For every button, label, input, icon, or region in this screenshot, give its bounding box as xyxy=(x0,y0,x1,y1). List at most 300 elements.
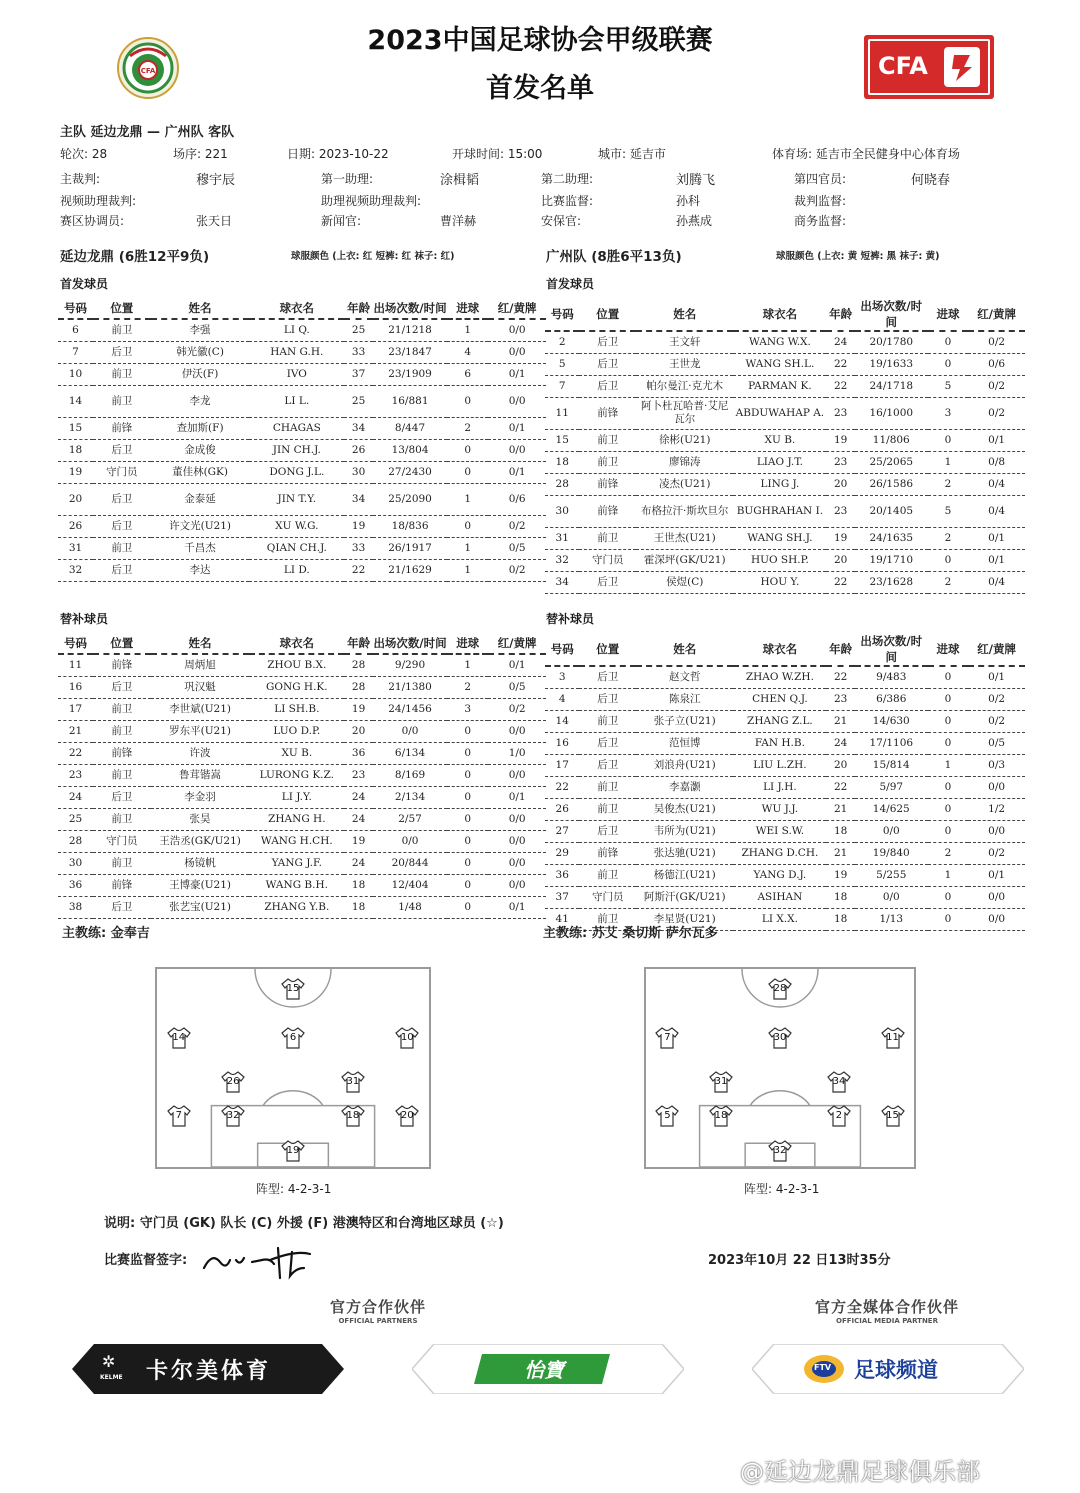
cell-age: 21 xyxy=(826,710,854,732)
cell-position: 前卫 xyxy=(93,720,151,742)
column-header-cards: 红/黄牌 xyxy=(968,298,1025,331)
fourth-official-label: 第四官员: xyxy=(794,172,847,186)
cell-apps: 20/1405 xyxy=(855,495,928,527)
cell-cards: 0/0 xyxy=(488,341,546,363)
cell-position: 前卫 xyxy=(93,764,151,786)
cell-number: 20 xyxy=(58,483,93,515)
cell-number: 7 xyxy=(545,375,579,397)
player-jersey-icon xyxy=(881,1104,905,1128)
cell-name: 王世杰(U21) xyxy=(636,527,733,549)
cell-position: 后卫 xyxy=(93,483,151,515)
cell-goals: 6 xyxy=(447,363,488,385)
player-jersey-icon xyxy=(281,1139,305,1163)
cell-cards: 0/1 xyxy=(968,429,1025,451)
cell-age: 22 xyxy=(826,375,854,397)
cbest-name: 怡寶 xyxy=(524,1358,564,1382)
cell-number: 16 xyxy=(58,676,93,698)
cell-shirt-name: CHEN Q.J. xyxy=(733,688,826,710)
jersey-number: 18 xyxy=(346,1109,360,1121)
column-header-number: 号码 xyxy=(58,633,93,654)
cell-name: 凌杰(U21) xyxy=(636,473,733,495)
cell-apps: 8/169 xyxy=(373,764,447,786)
cell-name: 赵文哲 xyxy=(636,666,733,688)
cell-goals: 2 xyxy=(928,842,969,864)
cell-number: 26 xyxy=(58,515,93,537)
cell-age: 19 xyxy=(826,429,854,451)
cell-apps: 15/814 xyxy=(855,754,928,776)
cell-cards: 0/0 xyxy=(488,830,546,852)
cell-apps: 24/1718 xyxy=(855,375,928,397)
cell-position: 后卫 xyxy=(93,786,151,808)
cell-name: 布格拉汗·斯坎旦尔 xyxy=(636,495,733,527)
ar1: 涂楫韬 xyxy=(440,173,480,188)
cell-number: 17 xyxy=(58,698,93,720)
cell-goals: 0 xyxy=(447,439,488,461)
cell-goals: 1 xyxy=(928,864,969,886)
cell-goals: 0 xyxy=(447,720,488,742)
cell-number: 16 xyxy=(545,732,579,754)
cell-shirt-name: YANG J.F. xyxy=(249,852,344,874)
press-officer: 曹洋赫 xyxy=(440,214,477,228)
cell-goals: 1 xyxy=(928,451,969,473)
cell-number: 23 xyxy=(58,764,93,786)
cell-age: 18 xyxy=(826,820,854,842)
official-partners-heading xyxy=(307,1296,449,1325)
cell-name: 韩光徽(C) xyxy=(151,341,250,363)
column-header-position: 位置 xyxy=(93,298,151,319)
cell-cards: 0/2 xyxy=(968,397,1025,429)
jersey-number: 14 xyxy=(172,1032,186,1044)
table-row xyxy=(545,571,1025,593)
table-row xyxy=(545,375,1025,397)
column-header-apps: 出场次数/时间 xyxy=(855,633,928,666)
cell-position: 后卫 xyxy=(93,896,151,918)
cell-shirt-name: JIN CH.J. xyxy=(249,439,344,461)
cell-shirt-name: GONG H.K. xyxy=(249,676,344,698)
cell-name: 韦所为(U21) xyxy=(636,820,733,842)
cell-name: 徐彬(U21) xyxy=(636,429,733,451)
media-partner-en: OFFICIAL MEDIA PARTNER xyxy=(836,1317,938,1325)
cell-shirt-name: LI X.X. xyxy=(733,908,826,930)
cell-number: 22 xyxy=(545,776,579,798)
cell-shirt-name: BUGHRAHAN I. xyxy=(733,495,826,527)
cell-cards: 0/2 xyxy=(968,842,1025,864)
cell-name: 李达 xyxy=(151,559,250,581)
cell-cards: 0/1 xyxy=(968,666,1025,688)
cell-apps: 20/844 xyxy=(373,852,447,874)
cell-name: 王文轩 xyxy=(636,331,733,353)
table-row xyxy=(58,676,546,698)
cell-shirt-name: ZHAO W.ZH. xyxy=(733,666,826,688)
player-jersey-icon xyxy=(341,1104,365,1128)
cell-goals: 3 xyxy=(928,397,969,429)
cell-name: 陈泉江 xyxy=(636,688,733,710)
cell-age: 19 xyxy=(344,515,373,537)
cell-position: 前锋 xyxy=(93,654,151,676)
cell-age: 25 xyxy=(344,319,373,341)
cell-goals: 0 xyxy=(447,830,488,852)
cell-position: 守门员 xyxy=(579,549,636,571)
cell-goals: 0 xyxy=(928,353,969,375)
cell-cards: 0/3 xyxy=(968,754,1025,776)
match-date: 日期: 2023-10-22 xyxy=(287,147,389,161)
cell-cards: 0/8 xyxy=(968,451,1025,473)
player-jersey-icon xyxy=(167,1104,191,1128)
cell-number: 27 xyxy=(545,820,579,842)
ar2: 刘腾飞 xyxy=(676,173,716,188)
cell-goals: 0 xyxy=(928,776,969,798)
media-partner-heading xyxy=(782,1296,992,1325)
cell-goals: 0 xyxy=(447,808,488,830)
cell-position: 前锋 xyxy=(93,742,151,764)
cell-shirt-name: XU W.G. xyxy=(249,515,344,537)
cell-name: 王博豪(U21) xyxy=(151,874,250,896)
cell-position: 后卫 xyxy=(579,688,636,710)
cell-cards: 0/1 xyxy=(488,461,546,483)
cell-cards: 0/5 xyxy=(488,676,546,698)
table-row xyxy=(58,896,546,918)
cell-apps: 0/0 xyxy=(855,886,928,908)
cell-position: 前卫 xyxy=(93,808,151,830)
column-header-shirt-name: 球衣名 xyxy=(733,633,826,666)
cell-cards: 0/0 xyxy=(488,319,546,341)
cell-shirt-name: ASIHAN xyxy=(733,886,826,908)
table-row xyxy=(58,559,546,581)
cell-age: 20 xyxy=(826,549,854,571)
column-header-apps: 出场次数/时间 xyxy=(373,633,447,654)
cell-name: 王世龙 xyxy=(636,353,733,375)
cell-goals: 0 xyxy=(928,666,969,688)
cell-apps: 21/1380 xyxy=(373,676,447,698)
cell-name: 伊沃(F) xyxy=(151,363,250,385)
home-starters-heading: 首发球员 xyxy=(60,277,109,291)
cell-number: 32 xyxy=(545,549,579,571)
cell-cards: 0/4 xyxy=(968,495,1025,527)
cell-age: 34 xyxy=(344,483,373,515)
cell-cards: 0/1 xyxy=(488,786,546,808)
cell-position: 前锋 xyxy=(579,842,636,864)
cell-age: 21 xyxy=(826,798,854,820)
cell-number: 36 xyxy=(545,864,579,886)
cell-goals: 2 xyxy=(928,527,969,549)
cell-number: 28 xyxy=(545,473,579,495)
player-jersey-icon xyxy=(655,1026,679,1050)
cfa-logo xyxy=(864,35,994,99)
cell-number: 14 xyxy=(58,385,93,417)
cell-name: 鲁茸锴嵩 xyxy=(151,764,250,786)
cell-name: 刘浪舟(U21) xyxy=(636,754,733,776)
cell-age: 36 xyxy=(344,742,373,764)
cell-apps: 21/1218 xyxy=(373,319,447,341)
jersey-number: 34 xyxy=(832,1075,846,1087)
cell-apps: 14/630 xyxy=(855,710,928,732)
jersey-number: 6 xyxy=(289,1032,297,1044)
cell-name: 李星贤(U21) xyxy=(636,908,733,930)
cell-age: 24 xyxy=(344,852,373,874)
cell-shirt-name: XU B. xyxy=(733,429,826,451)
cell-position: 后卫 xyxy=(93,559,151,581)
cell-shirt-name: HUO SH.P. xyxy=(733,549,826,571)
cell-name: 巩汉魁 xyxy=(151,676,250,698)
cell-position: 守门员 xyxy=(579,886,636,908)
cell-apps: 23/1628 xyxy=(855,571,928,593)
table-row xyxy=(58,654,546,676)
cell-cards: 0/1 xyxy=(488,363,546,385)
cell-position: 后卫 xyxy=(93,676,151,698)
jersey-number: 2 xyxy=(835,1109,843,1121)
table-row xyxy=(58,786,546,808)
cell-cards: 0/1 xyxy=(488,654,546,676)
column-header-goals: 进球 xyxy=(928,633,969,666)
football-channel-logo xyxy=(752,1344,1024,1394)
jersey-number: 30 xyxy=(773,1032,787,1044)
cell-name: 李嘉灏 xyxy=(636,776,733,798)
cell-goals: 2 xyxy=(447,417,488,439)
cell-number: 31 xyxy=(58,537,93,559)
player-jersey-icon xyxy=(827,1104,851,1128)
column-header-goals: 进球 xyxy=(447,298,488,319)
cell-age: 33 xyxy=(344,537,373,559)
cell-shirt-name: WEI S.W. xyxy=(733,820,826,842)
table-row xyxy=(545,798,1025,820)
column-header-cards: 红/黄牌 xyxy=(968,633,1025,666)
cell-cards: 0/0 xyxy=(488,852,546,874)
cell-age: 24 xyxy=(826,331,854,353)
cell-age: 19 xyxy=(344,830,373,852)
jersey-number: 15 xyxy=(886,1109,899,1121)
page-subtitle: 首发名单 xyxy=(486,73,594,104)
jersey-number: 15 xyxy=(286,982,300,994)
away-kit-colors: 球服颜色 (上衣: 黄 短裤: 黑 袜子: 黄) xyxy=(776,251,940,262)
cell-age: 37 xyxy=(344,363,373,385)
table-row xyxy=(58,515,546,537)
jersey-number: 7 xyxy=(175,1109,182,1121)
table-row xyxy=(545,549,1025,571)
jersey-number: 31 xyxy=(346,1075,360,1087)
table-row xyxy=(545,820,1025,842)
table-row xyxy=(545,754,1025,776)
cell-name: 张昊 xyxy=(151,808,250,830)
table-row xyxy=(545,710,1025,732)
cell-goals: 1 xyxy=(447,537,488,559)
cell-goals: 0 xyxy=(928,798,969,820)
cell-shirt-name: LI L. xyxy=(249,385,344,417)
table-row xyxy=(545,451,1025,473)
home-kit-colors: 球服颜色 (上衣: 红 短裤: 红 袜子: 红) xyxy=(291,251,455,262)
table-row xyxy=(58,385,546,417)
cell-cards: 0/2 xyxy=(968,710,1025,732)
football-channel-name: 足球频道 xyxy=(854,1358,938,1382)
cell-number: 3 xyxy=(545,666,579,688)
cell-shirt-name: LING J. xyxy=(733,473,826,495)
cell-name: 侯煜(C) xyxy=(636,571,733,593)
cell-name: 范恒博 xyxy=(636,732,733,754)
cell-cards: 0/1 xyxy=(968,527,1025,549)
jersey-number: 32 xyxy=(773,1145,787,1157)
cell-number: 11 xyxy=(58,654,93,676)
column-header-age: 年龄 xyxy=(826,298,854,331)
cell-goals: 0 xyxy=(447,742,488,764)
player-jersey-icon xyxy=(221,1104,245,1128)
cell-age: 22 xyxy=(344,559,373,581)
official-partners-label: 官方合作伙伴 xyxy=(329,1298,426,1316)
cell-apps: 19/1633 xyxy=(855,353,928,375)
cell-number: 37 xyxy=(545,886,579,908)
home-subs-heading: 替补球员 xyxy=(60,612,109,626)
cell-cards: 0/2 xyxy=(488,515,546,537)
cell-apps: 19/1710 xyxy=(855,549,928,571)
cell-number: 11 xyxy=(545,397,579,429)
home-team-name: 延边龙鼎 (6胜12平9负) xyxy=(60,249,210,265)
table-row xyxy=(545,776,1025,798)
cell-cards: 0/5 xyxy=(488,537,546,559)
table-row xyxy=(58,720,546,742)
cell-number: 29 xyxy=(545,842,579,864)
column-header-shirt-name: 球衣名 xyxy=(249,298,344,319)
cell-apps: 9/483 xyxy=(855,666,928,688)
cell-goals: 0 xyxy=(928,732,969,754)
column-header-name: 姓名 xyxy=(636,633,733,666)
match-teams: 主队 延边龙鼎 — 广州队 客队 xyxy=(60,125,235,140)
column-header-age: 年龄 xyxy=(826,633,854,666)
player-jersey-icon xyxy=(768,1139,792,1163)
cell-position: 前锋 xyxy=(579,397,636,429)
cell-shirt-name: IVO xyxy=(249,363,344,385)
jersey-number: 32 xyxy=(226,1109,240,1121)
cell-name: 查加斯(F) xyxy=(151,417,250,439)
away-subs-table xyxy=(545,633,1025,931)
cell-position: 前卫 xyxy=(579,527,636,549)
cell-shirt-name: WANG B.H. xyxy=(249,874,344,896)
cell-apps: 2/57 xyxy=(373,808,447,830)
cell-number: 26 xyxy=(545,798,579,820)
cell-position: 后卫 xyxy=(579,732,636,754)
cell-shirt-name: HOU Y. xyxy=(733,571,826,593)
cell-number: 18 xyxy=(58,439,93,461)
cell-shirt-name: WANG W.X. xyxy=(733,331,826,353)
cell-goals: 0 xyxy=(928,908,969,930)
cell-goals: 2 xyxy=(447,676,488,698)
table-row xyxy=(545,666,1025,688)
home-starters-table xyxy=(58,298,546,582)
cell-number: 2 xyxy=(545,331,579,353)
kelme-cat-icon: ✲ xyxy=(102,1352,116,1371)
cell-goals: 0 xyxy=(928,820,969,842)
cell-shirt-name: LI D. xyxy=(249,559,344,581)
commercial-supervisor-label: 商务监督: xyxy=(794,214,847,228)
cell-age: 30 xyxy=(344,461,373,483)
cell-name: 金泰延 xyxy=(151,483,250,515)
cell-name: 吴俊杰(U21) xyxy=(636,798,733,820)
cell-goals: 0 xyxy=(447,874,488,896)
cell-age: 19 xyxy=(826,527,854,549)
cell-apps: 13/804 xyxy=(373,439,447,461)
cell-name: 张子立(U21) xyxy=(636,710,733,732)
cell-position: 后卫 xyxy=(93,439,151,461)
cell-age: 21 xyxy=(826,842,854,864)
cell-apps: 0/0 xyxy=(855,820,928,842)
cell-goals: 1 xyxy=(447,654,488,676)
cell-goals: 0 xyxy=(447,385,488,417)
cell-goals: 0 xyxy=(928,331,969,353)
security-officer: 孙燕成 xyxy=(676,214,713,228)
cell-cards: 0/0 xyxy=(968,886,1025,908)
cell-number: 28 xyxy=(58,830,93,852)
cell-number: 14 xyxy=(545,710,579,732)
table-row xyxy=(58,742,546,764)
cell-position: 前卫 xyxy=(579,908,636,930)
cell-shirt-name: PARMAN K. xyxy=(733,375,826,397)
cell-shirt-name: LIU L.ZH. xyxy=(733,754,826,776)
table-row xyxy=(58,363,546,385)
column-header-age: 年龄 xyxy=(344,298,373,319)
cell-position: 前卫 xyxy=(579,710,636,732)
cell-age: 24 xyxy=(344,808,373,830)
cell-apps: 16/881 xyxy=(373,385,447,417)
table-row xyxy=(545,331,1025,353)
cell-shirt-name: FAN H.B. xyxy=(733,732,826,754)
cell-shirt-name: LI SH.B. xyxy=(249,698,344,720)
cell-position: 守门员 xyxy=(93,461,151,483)
cell-cards: 0/4 xyxy=(968,473,1025,495)
city: 城市: 延吉市 xyxy=(598,147,666,161)
cell-cards: 0/1 xyxy=(968,549,1025,571)
cell-number: 6 xyxy=(58,319,93,341)
cell-apps: 25/2065 xyxy=(855,451,928,473)
avar-label: 助理视频助理裁判: xyxy=(321,194,422,208)
cell-age: 26 xyxy=(344,439,373,461)
cell-shirt-name: ABDUWAHAP A. xyxy=(733,397,826,429)
table-row xyxy=(58,439,546,461)
cell-name: 周炳旭 xyxy=(151,654,250,676)
cell-cards: 0/4 xyxy=(968,571,1025,593)
cell-number: 15 xyxy=(58,417,93,439)
cell-age: 23 xyxy=(826,688,854,710)
cell-apps: 21/1629 xyxy=(373,559,447,581)
away-formation: 阵型: 4-2-3-1 xyxy=(744,1182,820,1196)
cell-number: 36 xyxy=(58,874,93,896)
cell-shirt-name: DONG J.L. xyxy=(249,461,344,483)
cell-goals: 0 xyxy=(928,688,969,710)
cell-age: 22 xyxy=(826,353,854,375)
cell-name: 张达驰(U21) xyxy=(636,842,733,864)
player-jersey-icon xyxy=(395,1104,419,1128)
table-row xyxy=(58,808,546,830)
cell-cards: 0/2 xyxy=(488,698,546,720)
column-header-apps: 出场次数/时间 xyxy=(855,298,928,331)
cell-name: 张艺宝(U21) xyxy=(151,896,250,918)
supervisor: 孙科 xyxy=(676,194,701,208)
cell-position: 前卫 xyxy=(93,698,151,720)
cell-apps: 16/1000 xyxy=(855,397,928,429)
signature-label: 比赛监督签字: xyxy=(104,1253,188,1268)
table-row xyxy=(545,353,1025,375)
kickoff-time: 开球时间: 15:00 xyxy=(452,147,543,161)
column-header-number: 号码 xyxy=(58,298,93,319)
cell-cards: 0/2 xyxy=(968,331,1025,353)
cell-cards: 0/1 xyxy=(488,417,546,439)
cell-goals: 1 xyxy=(928,754,969,776)
cell-age: 23 xyxy=(826,451,854,473)
cell-number: 4 xyxy=(545,688,579,710)
cell-age: 25 xyxy=(344,385,373,417)
table-row xyxy=(545,688,1025,710)
cell-shirt-name: ZHANG D.CH. xyxy=(733,842,826,864)
jersey-number: 5 xyxy=(664,1109,671,1121)
cfa-logo-text: CFA xyxy=(878,52,928,80)
jersey-number: 10 xyxy=(400,1032,414,1044)
jersey-number: 31 xyxy=(714,1075,728,1087)
